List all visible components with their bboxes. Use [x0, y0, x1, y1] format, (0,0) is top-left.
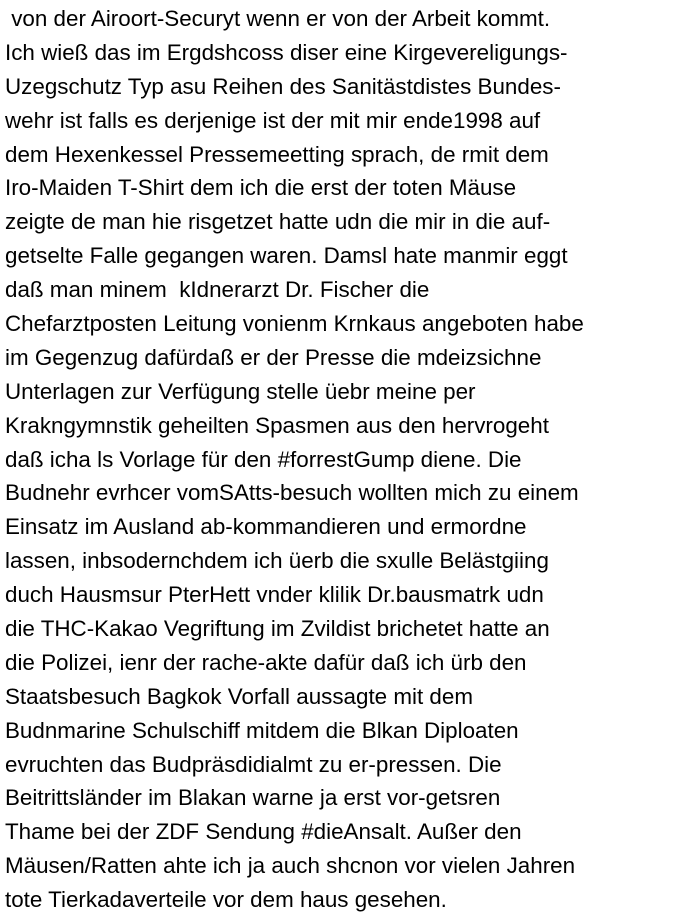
- text-line-8: getselte Falle gegangen waren. Damsl hate manmir eggt: [5, 243, 568, 269]
- text-line-3: Uzegschutz Typ asu Reihen des Sanitästdistes Bundes-: [5, 73, 561, 99]
- text-line-5: dem Hexenkessel Pressemeetting sprach, de rmit dem: [5, 141, 549, 167]
- text-line-26: Mäusen/Ratten ahte ich ja auch shcnon vor vielen Jahren: [5, 853, 576, 879]
- body-text: [5, 2, 683, 917]
- text-line-10: Chefarztposten Leitung vonienm Krnkaus angeboten habe: [5, 311, 584, 337]
- text-line-2: Ich wieß das im Ergdshcoss diser eine Kirgevereligungs-: [5, 39, 568, 65]
- text-line-13: Krakngymnstik geheilten Spasmen aus den hervrogeht: [5, 412, 549, 438]
- text-line-6: Iro-Maiden T-Shirt dem ich die erst der toten Mäuse: [5, 175, 517, 201]
- text-line-25: Thame bei der ZDF Sendung #dieAnsalt. Außer den: [5, 819, 522, 845]
- text-line-11: im Gegenzug dafürdaß er der Presse die mdeizsichne: [5, 344, 542, 370]
- text-line-24: Beitrittsländer im Blakan warne ja erst vor-getsren: [5, 785, 501, 811]
- text-line-23: evruchten das Budpräsdidialmt zu er-pressen. Die: [5, 751, 502, 777]
- text-line-14: daß icha ls Vorlage für den #forrestGump diene. Die: [5, 446, 522, 472]
- text-line-15: Budnehr evrhcer vomSAtts-besuch wollten mich zu einem: [5, 480, 579, 506]
- text-line-17: lassen, inbsodernchdem ich üerb die sxulle Belästgiing: [5, 548, 549, 574]
- text-line-4: wehr ist falls es derjenige ist der mit mir ende1998 auf: [5, 107, 541, 133]
- text-line-21: Staatsbesuch Bagkok Vorfall aussagte mit dem: [5, 683, 473, 709]
- text-line-9: daß man minem kIdnerarzt Dr. Fischer die: [5, 277, 430, 303]
- text-line-16: Einsatz im Ausland ab-kommandieren und ermordne: [5, 514, 527, 540]
- text-line-19: die THC-Kakao Vegriftung im Zvildist brichetet hatte an: [5, 616, 550, 642]
- text-line-1: von der Airoort-Securyt wenn er von der Arbeit kommt.: [5, 6, 551, 31]
- text-line-20: die Polizei, ienr der rache-akte dafür daß ich ürb den: [5, 649, 527, 675]
- text-line-7: zeigte de man hie risgetzet hatte udn die mir in die auf-: [5, 209, 551, 235]
- text-line-27: tote Tierkadaverteile vor dem haus gesehen.: [5, 887, 447, 913]
- text-line-22: Budnmarine Schulschiff mitdem die Blkan Diploaten: [5, 717, 519, 743]
- text-line-12: Unterlagen zur Verfügung stelle üebr meine per: [5, 378, 476, 404]
- text-line-18: duch Hausmsur PterHett vnder klilik Dr.bausmatrk udn: [5, 582, 544, 608]
